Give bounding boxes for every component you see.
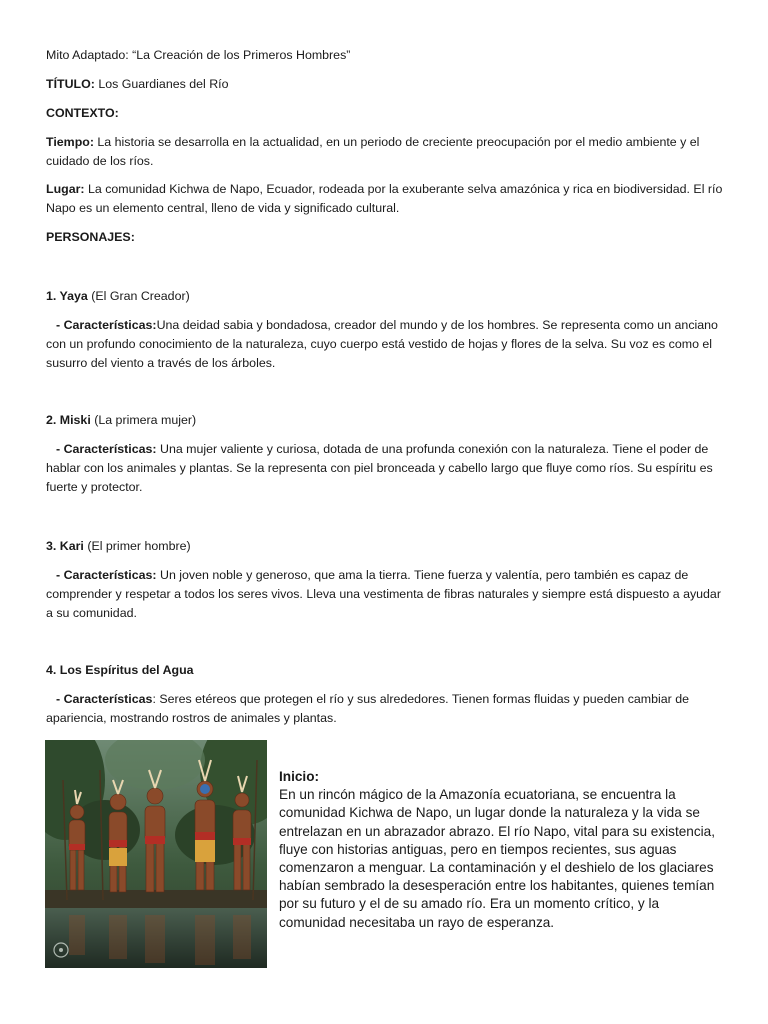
character-name: 2. Miski <box>46 413 91 427</box>
character-description-kari <box>46 566 724 623</box>
personajes-label: PERSONAJES: <box>46 230 135 244</box>
lugar-text: La comunidad Kichwa de Napo, Ecuador, rodeada por la exuberante selva amazónica y rica en biodiversidad. El río Napo es un elemento central, lleno de vida y significado cultural. <box>46 182 723 215</box>
character-name: 1. Yaya <box>46 289 88 303</box>
character-heading-kari <box>46 537 724 556</box>
character-role: (La primera mujer) <box>90 413 197 427</box>
characteristics-label: - Características: <box>56 568 157 582</box>
document-header: Mito Adaptado: “La Creación de los Primeros Hombres” <box>46 48 351 62</box>
tiempo-paragraph <box>46 133 724 171</box>
personajes-heading <box>46 228 724 247</box>
character-description-espiritus <box>46 690 724 728</box>
character-description-miski <box>46 440 724 497</box>
tiempo-text: La historia se desarrolla en la actualidad, en un periodo de creciente preocupación por el medio ambiente y el cuidado de los ríos. <box>46 135 700 168</box>
inicio-section <box>279 768 725 932</box>
characteristics-label: - Características <box>56 692 153 706</box>
tiempo-label: Tiempo: <box>46 135 94 149</box>
inicio-text: En un rincón mágico de la Amazonía ecuatoriana, se encuentra la comunidad Kichwa de Napo, un lugar donde la naturaleza y la vida se entrelazan en un abrazador abrazo. El río Napo, vital para su existencia, fluye con historias antiguas, pero en tiempos recientes, sus aguas comenzaron a menguar. La contaminación y el deshielo de los glaciares habían sembrado la desesperación entre los habitantes, quienes temían por su futuro y el de su amado río. Era un momento crítico, y la comunidad necesitaba un rayo de esperanza. <box>279 787 716 930</box>
inicio-title: Inicio: <box>279 769 320 784</box>
contexto-heading <box>46 104 724 123</box>
character-role: (El primer hombre) <box>83 539 191 553</box>
characteristics-label: - Características: <box>56 442 157 456</box>
character-heading-yaya <box>46 287 724 306</box>
contexto-label: CONTEXTO: <box>46 106 119 120</box>
character-heading-miski <box>46 411 724 430</box>
characteristics-text: : Seres etéreos que protegen el río y sus alrededores. Tienen formas fluidas y pueden cambiar de apariencia, mostrando rostros de animales y plantas. <box>46 692 689 725</box>
character-role: (El Gran Creador) <box>87 289 190 303</box>
lugar-paragraph <box>46 180 724 218</box>
character-name: 4. Los Espíritus del Agua <box>46 663 194 677</box>
title-label: TÍTULO: <box>46 77 95 91</box>
title-value: Los Guardianes del Río <box>94 77 229 91</box>
title-line <box>46 75 724 94</box>
characteristics-text: Una mujer valiente y curiosa, dotada de una profunda conexión con la naturaleza. Tiene el poder de hablar con los animales y plantas. Se la representa con piel bronceada y cabello largo que fluye como ríos. Su espíritu es fuerte y protector. <box>46 442 713 494</box>
characteristics-label: - Características: <box>56 318 157 332</box>
characteristics-text: Una deidad sabia y bondadosa, creador del mundo y de los hombres. Se representa como un anciano con un profundo conocimiento de la naturaleza, cuyo cuerpo está vestido de hojas y flores de la selva. Su voz es como el susurro del viento a través de los árboles. <box>46 318 718 370</box>
characteristics-text: Un joven noble y generoso, que ama la tierra. Tiene fuerza y valentía, pero también es capaz de comprender y respetar a todos los seres vivos. Lleva una vestimenta de fibras naturales y siempre está dispuesto a ayudar a su comunidad. <box>46 568 721 620</box>
character-heading-espiritus <box>46 661 724 680</box>
character-name: 3. Kari <box>46 539 84 553</box>
character-description-yaya <box>46 316 724 373</box>
lugar-label: Lugar: <box>46 182 85 196</box>
illustration-image <box>45 740 267 968</box>
